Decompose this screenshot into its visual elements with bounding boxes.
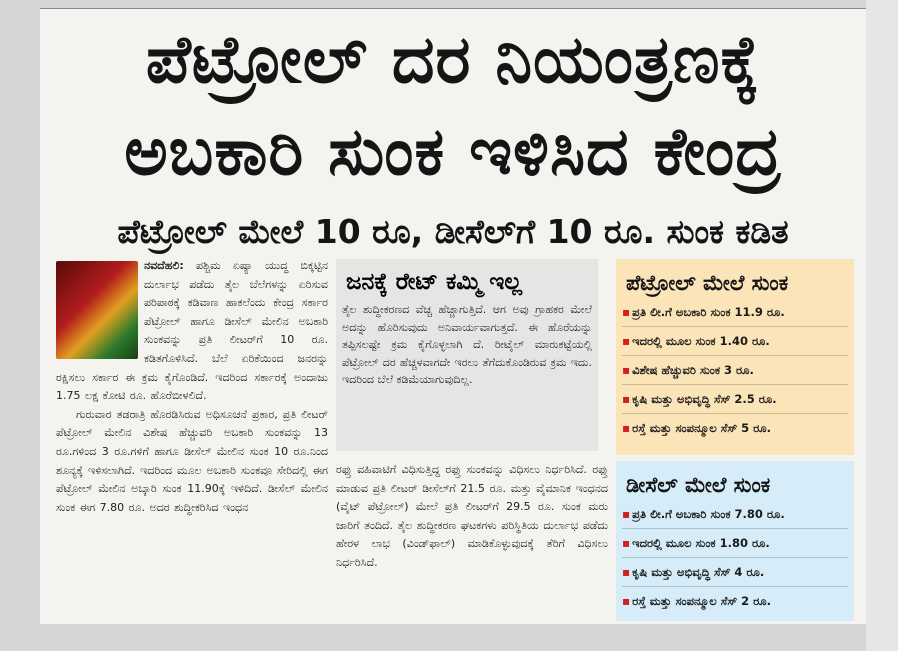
bullet-icon: ▪ (622, 305, 631, 319)
article-column-2 (336, 461, 608, 621)
bullet-icon: ▪ (622, 334, 631, 348)
sidebar-box-no-relief (336, 259, 598, 451)
headline-line-1: ಪೆಟ್ರೋಲ್ ದರ ನಿಯಂತ್ರಣಕ್ಕೆ (145, 21, 761, 98)
list-item: ▪ ಕೃಷಿ ಮತ್ತು ಅಭಿವೃದ್ಧಿ ಸೆಸ್ 4 ರೂ. (622, 558, 848, 587)
article-para-1-text: ಪಶ್ಚಿಮ ಏಷ್ಯಾ ಯುದ್ಧ ಬಿಕ್ಕಟ್ಟಿನ ದುರ್ಲಾಭ ಪಡೆದು ತೈಲ ಬೆಲೆಗಳನ್ನು ಏರಿಸುವ ಪರಿಪಾಠಕ್ಕೆ ಕಡಿವಾಣ ಹಾಕಲೆಂದು ಕೇಂದ್ರ ಸರ್ಕಾರ ಪೆಟ್ರೋಲ್ ಹಾಗೂ ಡೀಸೆಲ್ ಮೇಲಿನ ಅಬಕಾರಿ ಸುಂಕವನ್ನು ಪ್ರತಿ ಲೀಟರ್‌ಗೆ 10 ರೂ. ಕಡಿತಗೊಳಿಸಿದೆ. ಬೆಲೆ ಏರಿಕೆಯಿಂದ ಜನರನ್ನು ರಕ್ಷಿಸಲು ಸರ್ಕಾರ ಈ ಕ್ರಮ ಕೈಗೊಂಡಿದೆ. ಇದರಿಂದ ಸರ್ಕಾರಕ್ಕೆ ಅಂದಾಜು 1.75 ಲಕ್ಷ ಕೋಟಿ ರೂ. ಹೊರೆಬೀಳಲಿದೆ. (56, 259, 328, 403)
bullet-icon: ▪ (622, 392, 631, 406)
bullet-icon: ▪ (622, 421, 631, 435)
list-item: ▪ ವಿಶೇಷ ಹೆಚ್ಚುವರಿ ಸುಂಕ 3 ರೂ. (622, 356, 848, 385)
subheadline: ಪೆಟ್ರೋಲ್ ಮೇಲೆ 10 ರೂ, ಡೀಸೆಲ್‌ಗೆ 10 ರೂ. ಸುಂಕ ಕಡಿತ (117, 212, 789, 251)
list-item: ▪ ರಸ್ತೆ ಮತ್ತು ಸಂಪನ್ಮೂಲ ಸೆಸ್ 5 ರೂ. (622, 421, 771, 435)
bullet-icon: ▪ (622, 594, 631, 608)
sidebar-box-text: ತೈಲ ಶುದ್ಧೀಕರಣದ ವೆಚ್ಚ ಹೆಚ್ಚಾಗುತ್ತಿದೆ. ಆಗ ಅವು ಗ್ರಾಹಕರ ಮೇಲೆ ಅದನ್ನು ಹೊರಿಸುವುದು ಅನಿವಾರ್ಯವಾಗುತ್ತದೆ. ಈ ಹೊರೆಯನ್ನು ತಪ್ಪಿಸಲಷ್ಟೇ ಕ್ರಮ ಕೈಗೊಳ್ಳಲಾಗಿ ದೆ. ರೀಟೈಲ್ ಮಾರುಕಟ್ಟೆಯಲ್ಲಿ ಪೆಟ್ರೋಲ್ ದರ ಹೆಚ್ಚಳವಾಗದೇ ಇರಲು ತೆಗೆದುಕೊಂಡಿರುವ ಕ್ರಮ ಇದು. ಇದರಿಂದ ಬೆಲೆ ಕಡಿಮೆಯಾಗುವುದಿಲ್ಲ. (342, 303, 592, 387)
list-item: ▪ ರಸ್ತೆ ಮತ್ತು ಸಂಪನ್ಮೂಲ ಸೆಸ್ 2 ರೂ. (622, 594, 771, 608)
diesel-duty-box (616, 461, 854, 621)
bullet-icon: ▪ (622, 565, 631, 579)
list-item: ▪ ಇದರಲ್ಲಿ ಮೂಲ ಸುಂಕ 1.80 ರೂ. (622, 529, 848, 558)
article-para-3: ರಫ್ತು ವಹಿವಾಟಿಗೆ ವಿಧಿಸುತ್ತಿದ್ದ ರಫ್ತು ಸುಂಕವನ್ನು ವಿಧಿಸಲು ನಿರ್ಧರಿಸಿದೆ. ರಫ್ತು ಮಾಡುವ ಪ್ರತಿ ಲೀಟರ್ ಡೀಸೆಲ್‌ಗೆ 21.5 ರೂ. ಮತ್ತು ವೈಮಾನಿಕ ಇಂಧನದ (ವೈಟ್ ಪೆಟ್ರೋಲ್) ಮೇಲೆ ಪ್ರತಿ ಲೀಟರ್‌ಗೆ 29.5 ರೂ. ಸುಂಕ ಮರು ಜಾರಿಗೆ ತಂದಿದೆ. ತೈಲ ಶುದ್ಧೀಕರಣ ಘಟಕಗಳು ಪರಿಸ್ಥಿತಿಯ ದುರ್ಲಾಭ ಪಡೆದು ಹೇರಳ ಲಾಭ (ವಿಂಡ್‌ಫಾಲ್) ಮಾಡಿಕೊಳ್ಳುವುದಕ್ಕೆ ತೆರಿಗೆ ವಿಧಿಸಲು ನಿರ್ಧರಿಸಿದೆ. (336, 463, 608, 569)
article-column-1 (56, 257, 328, 622)
list-item: ▪ ಕೃಷಿ ಮತ್ತು ಅಭಿವೃದ್ಧಿ ಸೆಸ್ 2.5 ರೂ. (622, 385, 848, 414)
sidebar-box-title: ಜನಕ್ಕೆ ರೇಟ್ ಕಮ್ಮಿ ಇಲ್ಲ (346, 269, 523, 295)
bullet-icon: ▪ (622, 536, 631, 550)
list-item: ▪ ಪ್ರತಿ ಲೀ.ಗೆ ಅಬಕಾರಿ ಸುಂಕ 7.80 ರೂ. (622, 500, 848, 529)
petrol-box-title: ಪೆಟ್ರೋಲ್ ಮೇಲೆ ಸುಂಕ (626, 271, 789, 295)
screen-edge (866, 0, 898, 651)
bullet-icon: ▪ (622, 507, 631, 521)
diesel-duty-list (622, 500, 848, 615)
newspaper-clipping (40, 8, 866, 624)
headline-line-2: ಅಬಕಾರಿ ಸುಂಕ ಇಳಿಸಿದ ಕೇಂದ್ರ (124, 113, 782, 190)
petrol-duty-list (622, 298, 848, 442)
list-item: ▪ ಪ್ರತಿ ಲೀ.ಗೆ ಅಬಕಾರಿ ಸುಂಕ 11.9 ರೂ. (622, 298, 848, 327)
diesel-box-title: ಡೀಸೆಲ್ ಮೇಲೆ ಸುಂಕ (626, 473, 771, 497)
bullet-icon: ▪ (622, 363, 631, 377)
article-para-2: ಗುರುವಾರ ತಡರಾತ್ರಿ ಹೊರಡಿಸಿರುವ ಅಧಿಸೂಚನೆ ಪ್ರಕಾರ, ಪ್ರತಿ ಲೀಟರ್ ಪೆಟ್ರೋಲ್ ಮೇಲಿನ ವಿಶೇಷ ಹೆಚ್ಚುವರಿ ಅಬಕಾರಿ ಸುಂಕವನ್ನು 13 ರೂ.ಗಳಿಂದ 3 ರೂ.ಗಳಿಗೆ ಹಾಗೂ ಡೀಸೆಲ್ ಮೇಲಿನ ಸುಂಕ 10 ರೂ.ನಿಂದ ಶೂನ್ಯಕ್ಕೆ ಇಳಿಸಲಾಗಿದೆ. ಇದರಿಂದ ಮೂಲ ಅಬಕಾರಿ ಸುಂಕವೂ ಸೇರಿದಲ್ಲಿ ಈಗ ಪೆಟ್ರೋಲ್ ಮೇಲಿನ ಅಬ್ಕಾರಿ ಸುಂಕ 11.90ಕ್ಕೆ ಇಳಿದಿದೆ. ಡೀಸೆಲ್ ಮೇಲಿನ ಸುಂಕ ಈಗ 7.80 ರೂ. ಅದರ ಶುದ್ಧೀಕರಿಸಿದ ಇಂಧನ (56, 407, 328, 514)
dateline: ನವದೆಹಲಿ: (144, 259, 184, 272)
petrol-duty-box (616, 259, 854, 455)
list-item: ▪ ಇದರಲ್ಲಿ ಮೂಲ ಸುಂಕ 1.40 ರೂ. (622, 327, 848, 356)
fuel-nozzle-photo (56, 261, 138, 359)
